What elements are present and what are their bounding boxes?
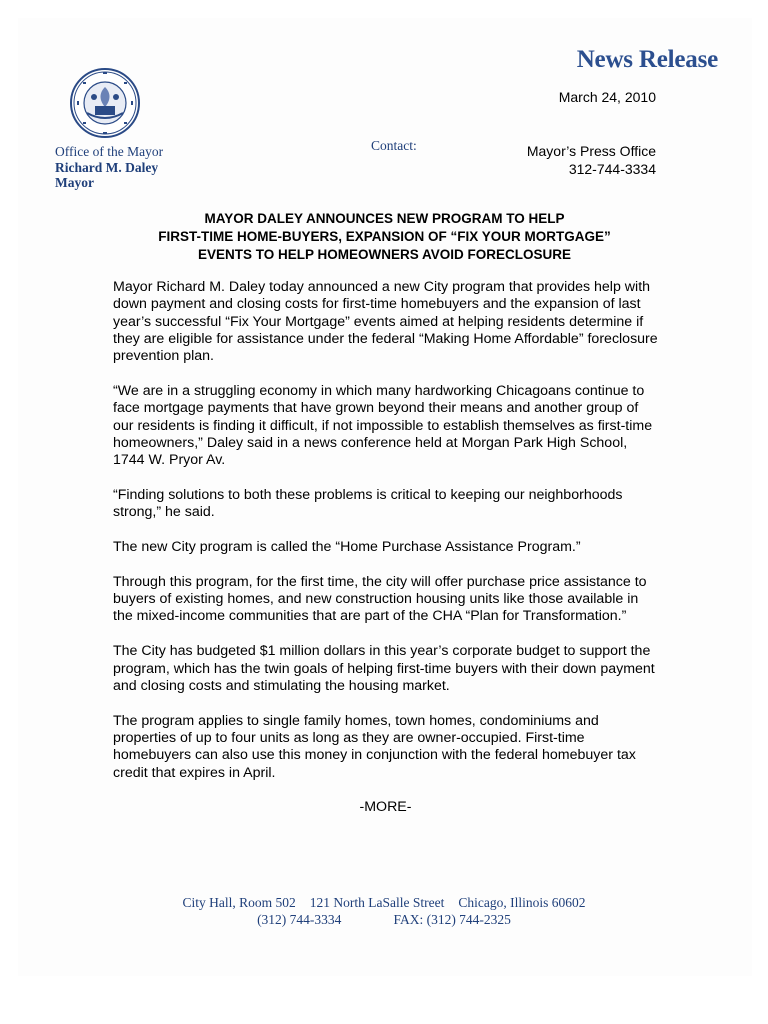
footer-phone: (312) 744-3334	[257, 912, 342, 927]
article-body	[113, 279, 658, 817]
news-release-title: News Release	[576, 46, 718, 73]
contact-block	[527, 142, 656, 178]
office-title: Office of the Mayor	[55, 144, 164, 159]
mayor-office-block	[55, 144, 163, 191]
mayor-name: Richard M. Daley	[55, 159, 159, 175]
paragraph: Through this program, for the first time, the city will offer purchase price assistance to buyers of existing homes, and new construction housing units like those available in the mixed-income communities that are part of the CHA “Plan for Transformation.”	[113, 573, 647, 625]
paragraph: The City has budgeted $1 million dollars in this year’s corporate budget to support the program, which has the twin goals of helping first-time buyers with their down payment and closing costs and stimulating the housing market.	[113, 643, 655, 694]
paragraph: Mayor Richard M. Daley today announced a new City program that provides help with down payment and closing costs for first-time homebuyers and the expansion of last year’s successful “Fix Your Mortgage” events aimed at helping residents determine if they are eligible for assistance under the federal “Making Home Affordable” foreclosure prevention plan.	[113, 279, 658, 365]
contact-label: Contact:	[371, 138, 417, 153]
footer-phone-line	[0, 911, 768, 928]
headline	[100, 210, 669, 264]
footer-address-line	[0, 894, 768, 911]
paragraph: The program applies to single family homes, town homes, condominiums and properties of up to four units as long as they are owner-occupied. First-time homebuyers can also use this money in conjunction with the federal homebuyer tax credit that expires in April.	[113, 712, 636, 781]
headline-line: FIRST-TIME HOME-BUYERS, EXPANSION OF “FIX YOUR MORTGAGE”	[158, 229, 611, 244]
footer-street: 121 North LaSalle Street	[309, 895, 445, 910]
footer-city: Chicago, Illinois 60602	[458, 895, 586, 910]
more-marker: -MORE-	[359, 799, 412, 816]
headline-line: MAYOR DALEY ANNOUNCES NEW PROGRAM TO HELP	[204, 211, 565, 226]
release-date: March 24, 2010	[558, 89, 656, 105]
paragraph: The new City program is called the “Home Purchase Assistance Program.”	[113, 539, 581, 556]
contact-name: Mayor’s Press Office	[526, 143, 656, 159]
contact-phone: 312-744-3334	[568, 161, 656, 177]
city-seal-logo	[69, 67, 141, 139]
paragraph: “Finding solutions to both these problems is critical to keeping our neighborhoods strong,” he said.	[113, 486, 623, 521]
footer-room: City Hall, Room 502	[182, 895, 296, 910]
footer-address	[0, 894, 768, 928]
footer-fax: FAX: (312) 744-2325	[393, 912, 511, 927]
paragraph: “We are in a struggling economy in which many hardworking Chicagoans continue to face mortgage payments that have grown beyond their means and another group of our residents is finding it difficult, if not impossible to establish themselves as first-time homeowners,” Daley said in a news conference held at Morgan Park High School, 1744 W. Pryor Av.	[113, 382, 653, 469]
mayor-title: Mayor	[55, 175, 94, 190]
headline-line: EVENTS TO HELP HOMEOWNERS AVOID FORECLOSURE	[197, 247, 572, 262]
